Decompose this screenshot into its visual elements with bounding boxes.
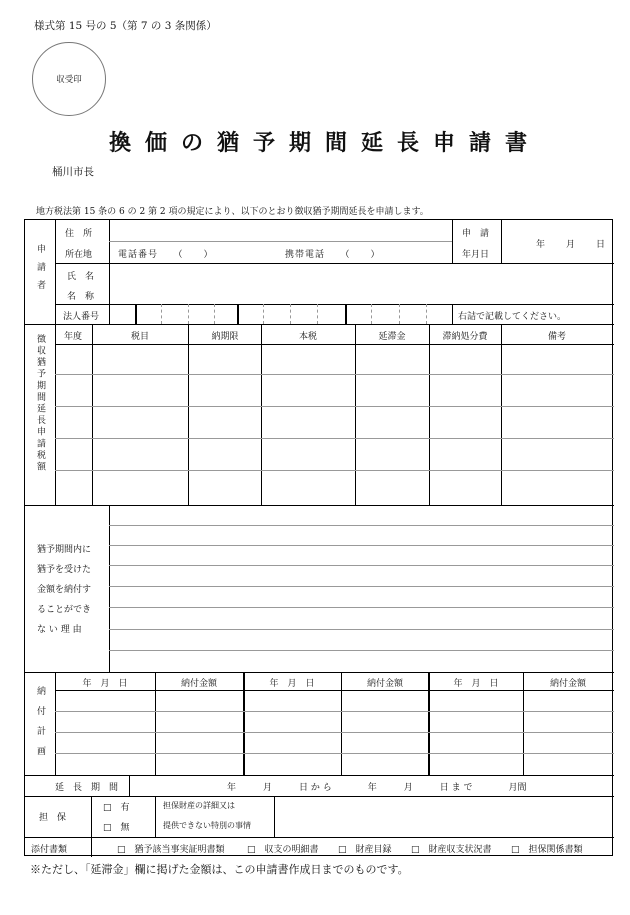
receipt-stamp-circle [32,42,106,116]
attachment-item-asset-list[interactable]: □ 財産目録 [338,845,392,855]
plan-date-header-1: 年 月 日 [82,679,128,689]
tax-header-item: 税目 [130,332,150,342]
apply-date-format: 年 月 日 [536,240,607,250]
plan-amount-header-3: 納付金額 [549,679,587,689]
tax-header-delinquency: 延滞金 [378,332,406,342]
plan-date-header-3: 年 月 日 [453,679,499,689]
reason-label-line-1: 猶予期間内に [37,545,92,555]
footnote: ※ただし、「延滞金」欄に掲げた金額は、この申請書作成日までのものです。 [30,863,409,876]
tax-section-label: 徴収猶予期間延長申請税額 [35,334,45,474]
attachment-item-collateral-docs[interactable]: □ 担保関係書類 [511,845,583,855]
location-label: 所在地 [65,250,93,260]
address-label: 住 所 [65,229,93,239]
reason-label-line-3: 金額を納付す [37,585,92,595]
extension-period-text: 年 月 日 か ら 年 月 日 ま で 月間 [227,783,527,793]
lead-text: 地方税法第 15 条の 6 の 2 第 2 項の規定により、以下のとおり徴収猶予期間延長を申請します。 [36,207,429,217]
reason-label-line-2: 猶予を受けた [37,565,92,575]
reason-label-line-4: ることができ [37,605,92,615]
form-number: 様式第 15 号の 5（第 7 の 3 条関係） [34,20,217,32]
mobile-label: 携帯電話 （ ） [285,250,381,260]
apply-date-label-2: 年月日 [462,250,490,260]
tax-header-principal: 本税 [298,332,318,342]
attachment-item-proof[interactable]: □ 猶予該当事実証明書類 [117,845,225,855]
collateral-no-checkbox[interactable]: □ 無 [103,823,130,833]
apply-date-label-1: 申 請 [462,229,490,239]
corp-number-label: 法人番号 [63,312,100,322]
tax-header-due: 納期限 [211,332,239,342]
corp-name-label: 名 称 [67,292,95,302]
applicant-section-label: 申請者 [35,244,45,298]
form-title: 換価の猶予期間延長申請書 [108,130,541,156]
collateral-detail-line-1: 担保財産の詳細又は [163,801,235,810]
corp-number-note: 右詰で記載してください。 [458,312,567,322]
attachments-label: 添付書類 [31,845,68,855]
attachment-item-asset-status[interactable]: □ 財産収支状況書 [411,845,492,855]
name-label: 氏 名 [67,272,95,282]
tax-header-year: 年度 [63,332,83,342]
tax-header-remarks: 備考 [547,332,567,342]
collateral-label: 担 保 [39,813,67,823]
tax-header-disposition: 滞納処分費 [442,332,488,342]
collateral-yes-checkbox[interactable]: □ 有 [103,803,130,813]
plan-amount-header-1: 納付金額 [180,679,218,689]
addressee: 桶川市長 [52,166,94,178]
extension-label: 延 長 期 間 [55,783,119,793]
phone-label: 電話番号 （ ） [118,250,214,260]
payment-plan-label: 納付計画 [35,686,45,766]
reason-label-line-5: な い 理 由 [37,625,82,635]
collateral-detail-line-2: 提供できない特別の事情 [163,821,251,830]
plan-amount-header-2: 納付金額 [366,679,404,689]
attachment-item-income-statement[interactable]: □ 収支の明細書 [247,845,319,855]
form-table [24,219,613,856]
stamp-label: 収受印 [56,75,82,85]
plan-date-header-2: 年 月 日 [269,679,315,689]
